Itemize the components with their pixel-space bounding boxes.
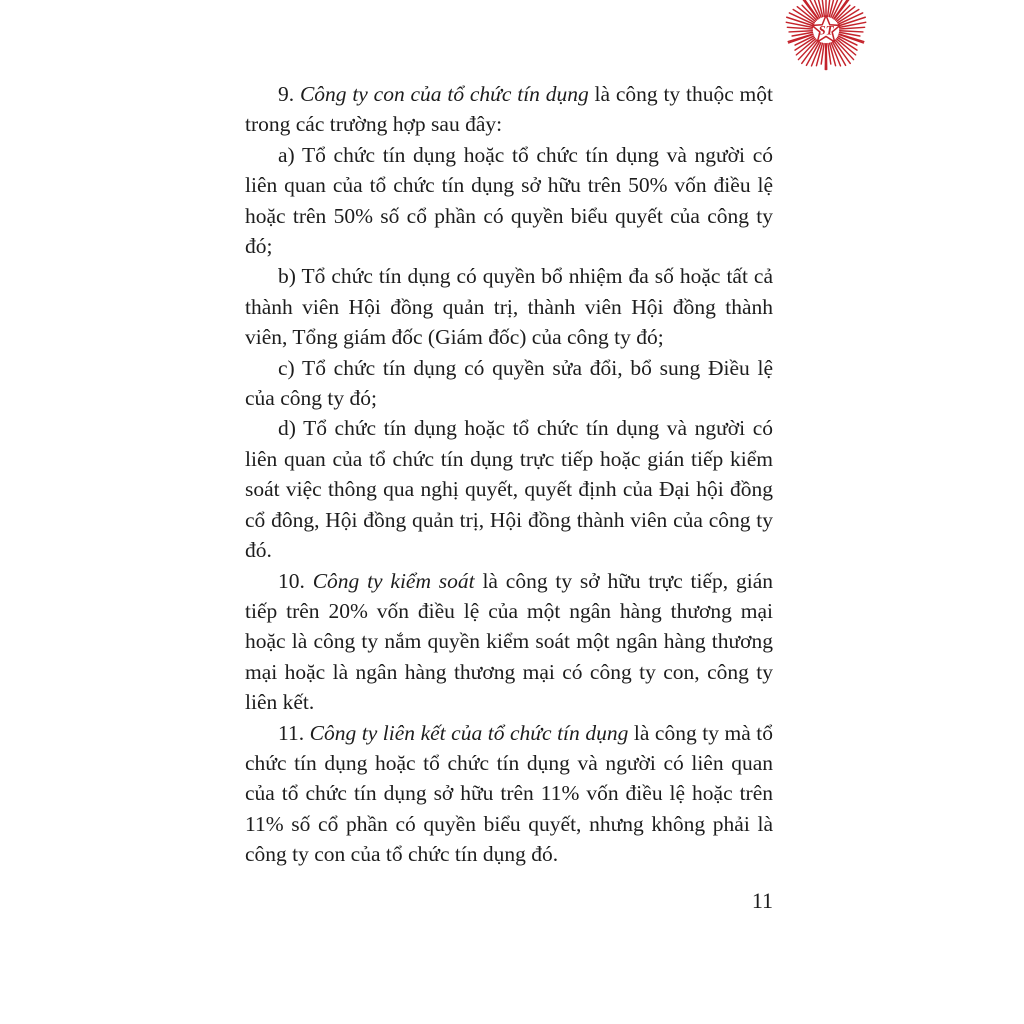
star-burst-icon: [781, 0, 871, 73]
clause-9b-text: b) Tổ chức tín dụng có quyền bổ nhiệm đa số hoặc tất cả thành viên Hội đồng quản trị, thành viên Hội đồng thành viên, Tổng giám đốc (Giám đốc) của công ty đó;: [245, 264, 773, 350]
clause-9b: [245, 261, 773, 352]
clause-10-lead: 10.: [278, 568, 313, 593]
clause-9d: [245, 413, 773, 565]
clause-10: [245, 566, 773, 718]
clause-10-rest: là công ty sở hữu trực tiếp, gián tiếp trên 20% vốn điều lệ của một ngân hàng thương mại hoặc là công ty nắm quyền kiểm soát một ngân hàng thương mại hoặc là ngân hàng thương mại có công ty con, công ty liên kết.: [245, 568, 773, 715]
clause-9d-text: d) Tổ chức tín dụng hoặc tổ chức tín dụng và người có liên quan của tổ chức tín dụng trực tiếp hoặc gián tiếp kiểm soát việc thông qua nghị quyết, quyết định của Đại hội đồng cổ đông, Hội đồng quản trị, Hội đồng thành viên của công ty đó.: [245, 416, 773, 563]
clause-11-rest: là công ty mà tổ chức tín dụng hoặc tổ chức tín dụng và người có liên quan của tổ chức tín dụng sở hữu trên 11% vốn điều lệ hoặc trên 11% số cổ phần có quyền biểu quyết, nhưng không phải là công ty con của tổ chức tín dụng đó.: [245, 720, 774, 867]
publisher-logo: [781, 0, 871, 73]
clause-9c-text: c) Tổ chức tín dụng có quyền sửa đổi, bổ sung Điều lệ của công ty đó;: [245, 355, 773, 411]
clause-9-term: Công ty con của tổ chức tín dụng: [299, 82, 589, 106]
logo-monogram: ST: [818, 23, 834, 38]
page-body: [245, 79, 773, 870]
clause-9: [245, 79, 773, 140]
clause-9-rest: là công ty thuộc một trong các trường hợp sau đây:: [245, 82, 773, 137]
clause-10-term: Công ty kiểm soát: [312, 568, 475, 593]
clause-11-term: Công ty liên kết của tổ chức tín dụng: [309, 720, 629, 745]
clause-11-lead: 11.: [278, 720, 310, 745]
clause-9a-text: a) Tổ chức tín dụng hoặc tổ chức tín dụng và người có liên quan của tổ chức tín dụng sở hữu trên 50% vốn điều lệ hoặc trên 50% số cổ phần có quyền biểu quyết của công ty đó;: [245, 142, 773, 259]
clause-11: [245, 718, 773, 870]
clause-9c: [245, 353, 773, 414]
clause-9-lead: 9.: [278, 82, 300, 106]
page-number: 11: [751, 888, 773, 913]
clause-9a: [245, 140, 773, 262]
